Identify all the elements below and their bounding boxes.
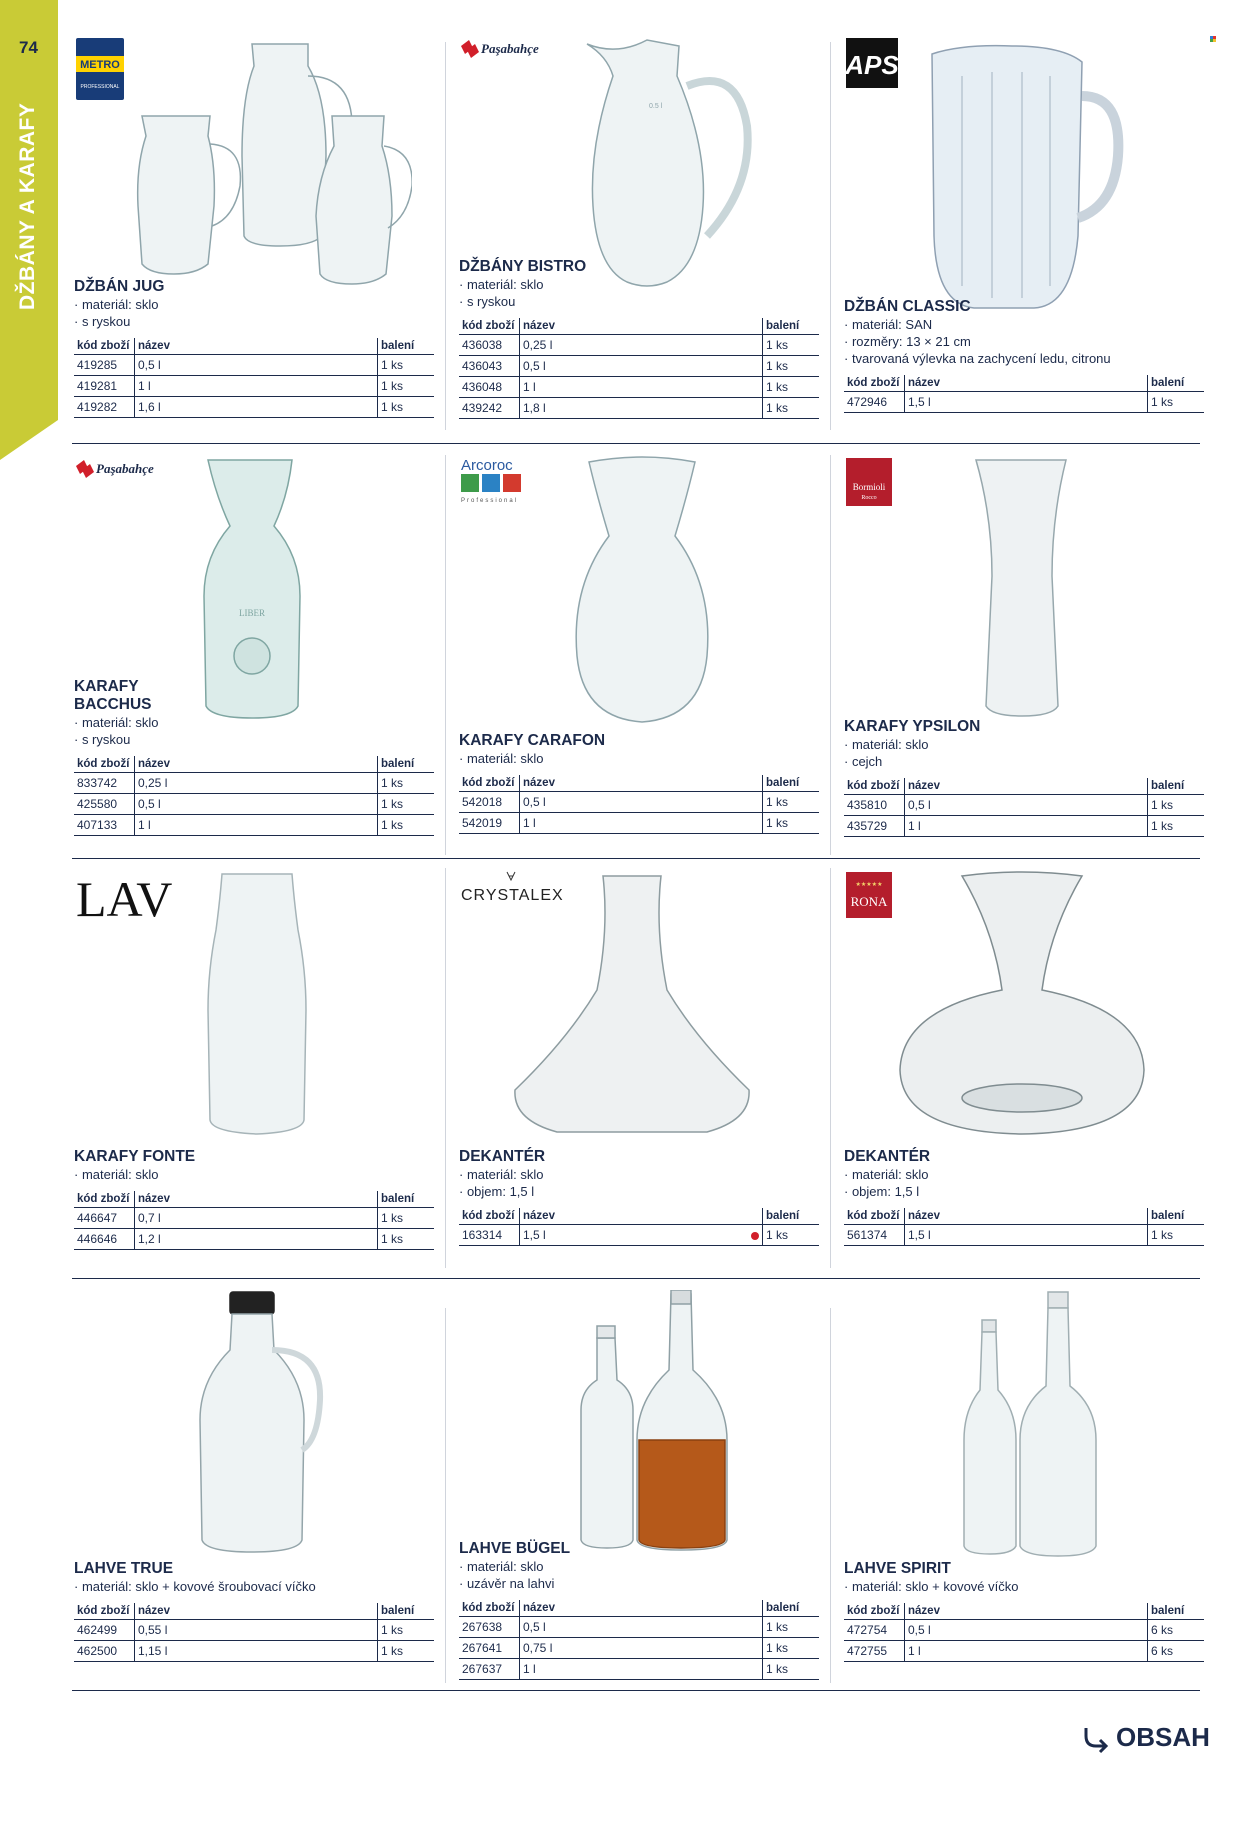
- table-cell: 1 l: [520, 813, 763, 834]
- table-row: [74, 794, 434, 815]
- product-code-table: [74, 756, 434, 836]
- table-cell: 6 ks: [1148, 1620, 1205, 1641]
- col-header-code: kód zboží: [459, 1208, 520, 1225]
- table-cell: 419282: [74, 397, 135, 418]
- product-card-karafy-fonte: [72, 870, 444, 1290]
- table-cell: 0,5 l: [520, 792, 763, 813]
- pitcher-bistro-image: [567, 36, 787, 296]
- section-sidebar: [0, 0, 58, 460]
- table-row: [844, 1620, 1204, 1641]
- product-card-dzban-classic: [842, 36, 1214, 456]
- page-number: 74: [19, 38, 38, 57]
- table-row: [459, 813, 819, 834]
- table-cell: 436038: [459, 335, 520, 356]
- col-header-name: název: [135, 1191, 378, 1208]
- rona-stars: ★★★★★: [855, 882, 883, 888]
- product-code-table: [459, 775, 819, 834]
- arcoroc-logo-name: Arcoroc: [461, 457, 513, 474]
- col-header-code: kód zboží: [844, 778, 905, 795]
- col-header-name: název: [520, 1208, 763, 1225]
- table-cell: 267638: [459, 1617, 520, 1638]
- table-row: [844, 816, 1204, 837]
- table-row: [74, 1208, 434, 1229]
- table-row: [459, 1638, 819, 1659]
- table-cell: 1 ks: [763, 335, 820, 356]
- table-cell: 436043: [459, 356, 520, 377]
- product-code-table: [844, 375, 1204, 413]
- product-code-table: [844, 1603, 1204, 1662]
- table-cell: 0,5 l: [905, 795, 1148, 816]
- product-code-table: [459, 1208, 819, 1246]
- product-feature: · materiál: sklo + kovové víčko: [844, 1579, 1019, 1594]
- table-header-row: [74, 756, 434, 773]
- product-title: KARAFY CARAFON: [459, 732, 606, 749]
- table-cell: 6 ks: [1148, 1641, 1205, 1662]
- column-divider: [830, 42, 831, 430]
- table-cell: 0,7 l: [135, 1208, 378, 1229]
- product-feature: · materiál: sklo + kovové šroubovací víčko: [74, 1579, 316, 1594]
- lav-logo-text: LAV: [76, 871, 173, 922]
- table-cell: 1 ks: [378, 1641, 435, 1662]
- product-feature: · materiál: sklo: [844, 1167, 929, 1182]
- table-row: [459, 1617, 819, 1638]
- col-header-pack: balení: [763, 775, 820, 792]
- carafe-carafon-image: [567, 456, 717, 726]
- col-header-code: kód zboží: [459, 775, 520, 792]
- col-header-name: název: [520, 318, 763, 335]
- table-header-row: [844, 375, 1204, 392]
- table-row: [844, 1641, 1204, 1662]
- rona-logo-text: RONA: [850, 894, 888, 909]
- table-header-row: [74, 1191, 434, 1208]
- metro-logo-name: METRO: [80, 59, 120, 71]
- column-divider: [445, 455, 446, 855]
- table-row: [844, 392, 1204, 413]
- column-divider: [445, 868, 446, 1268]
- table-cell: 1 ks: [763, 792, 820, 813]
- product-title: DŽBÁNY BISTRO: [459, 258, 587, 275]
- product-code-table: [74, 1191, 434, 1250]
- column-divider: [830, 455, 831, 855]
- table-cell: 0,5 l: [520, 1617, 763, 1638]
- table-cell: 0,55 l: [135, 1620, 378, 1641]
- product-feature: · tvarovaná výlevka na zachycení ledu, citronu: [844, 351, 1111, 366]
- col-header-code: kód zboží: [459, 1600, 520, 1617]
- bottle-spirit-image: [962, 1290, 1102, 1560]
- pitcher-jug-image: [112, 36, 412, 296]
- column-divider: [445, 42, 446, 430]
- product-title: KARAFY BACCHUS: [74, 678, 152, 713]
- column-divider: [830, 1308, 831, 1683]
- table-cell: 425580: [74, 794, 135, 815]
- pasabahce-logo: [74, 456, 184, 480]
- col-header-pack: balení: [763, 1600, 820, 1617]
- product-info: [74, 1560, 434, 1662]
- product-feature: · s ryskou: [74, 314, 131, 329]
- product-feature: · uzávěr na lahvi: [459, 1576, 555, 1591]
- product-card-karafy-carafon: [457, 456, 829, 876]
- czech-made-dot-icon: [751, 1232, 759, 1240]
- table-cell: 1 ks: [378, 1208, 435, 1229]
- product-feature: · objem: 1,5 l: [844, 1184, 920, 1199]
- col-header-name: název: [135, 338, 378, 355]
- table-row: [459, 398, 819, 419]
- table-cell: 1,15 l: [135, 1641, 378, 1662]
- product-title: LAHVE TRUE: [74, 1560, 174, 1577]
- col-header-pack: balení: [1148, 1208, 1205, 1225]
- product-title: DEKANTÉR: [844, 1148, 931, 1165]
- table-cell: 163314: [459, 1225, 520, 1246]
- table-cell: 561374: [844, 1225, 905, 1246]
- table-cell: 1,5 l: [520, 1225, 763, 1246]
- product-title: LAHVE SPIRIT: [844, 1560, 951, 1577]
- metro-logo-sub: PROFESSIONAL: [80, 84, 120, 90]
- product-card-lahve-spirit: [842, 1290, 1214, 1710]
- product-info: [459, 732, 819, 834]
- col-header-name: název: [905, 375, 1148, 392]
- col-header-code: kód zboží: [74, 338, 135, 355]
- crystalex-logo-text: CRYSTALEX: [461, 887, 564, 904]
- table-cell: 1 ks: [763, 1617, 820, 1638]
- table-cell: 1 ks: [763, 1659, 820, 1680]
- col-header-pack: balení: [763, 318, 820, 335]
- table-cell: 542019: [459, 813, 520, 834]
- column-divider: [445, 1308, 446, 1683]
- product-code-table: [74, 1603, 434, 1662]
- product-feature: · cejch: [844, 754, 883, 769]
- col-header-code: kód zboží: [74, 1603, 135, 1620]
- col-header-code: kód zboží: [74, 756, 135, 773]
- product-card-karafy-bacchus: [72, 456, 444, 876]
- table-cell: 1 ks: [763, 1225, 820, 1246]
- pasabahce-logo-text: Paşabahçe: [96, 461, 154, 476]
- bormioli-logo-sub: Rocco: [861, 495, 877, 501]
- col-header-code: kód zboží: [844, 375, 905, 392]
- table-header-row: [459, 318, 819, 335]
- table-cell: 1 ks: [1148, 816, 1205, 837]
- table-cell: 1,6 l: [135, 397, 378, 418]
- col-header-name: název: [905, 1208, 1148, 1225]
- table-cell: 1 ks: [763, 813, 820, 834]
- bormioli-logo: [844, 456, 894, 508]
- table-cell: 0,5 l: [135, 794, 378, 815]
- product-feature: · materiál: sklo: [459, 277, 544, 292]
- product-info: [844, 1560, 1204, 1662]
- product-card-dzban-jug: [72, 36, 444, 456]
- product-feature: · rozměry: 13 × 21 cm: [844, 334, 971, 349]
- product-feature: · materiál: sklo: [74, 297, 159, 312]
- bormioli-logo-name: Bormioli: [852, 482, 886, 492]
- product-feature: · materiál: sklo: [74, 715, 159, 730]
- product-feature: · materiál: sklo: [459, 751, 544, 766]
- decanter-crystalex-image: [507, 870, 757, 1140]
- table-cell: 0,25 l: [520, 335, 763, 356]
- table-cell: 0,5 l: [135, 355, 378, 376]
- product-title: LAHVE BÜGEL: [459, 1540, 571, 1557]
- col-header-pack: balení: [1148, 778, 1205, 795]
- table-cell: 1 ks: [763, 1638, 820, 1659]
- col-header-code: kód zboží: [459, 318, 520, 335]
- product-code-table: [74, 338, 434, 418]
- carafe-embossing: LIBER: [239, 608, 265, 618]
- table-cell: 435810: [844, 795, 905, 816]
- product-info: [74, 678, 434, 836]
- product-info: [844, 718, 1204, 837]
- product-info: [459, 258, 819, 419]
- table-cell: 1 ks: [378, 815, 435, 836]
- product-card-dekanter-rona: [842, 870, 1214, 1290]
- table-cell: 1,5 l: [905, 392, 1148, 413]
- carafe-ypsilon-image: [972, 456, 1072, 721]
- product-info: [844, 1148, 1204, 1246]
- table-row: [459, 1225, 819, 1246]
- table-cell: 1 ks: [763, 356, 820, 377]
- product-code-table: [459, 318, 819, 419]
- product-feature: · materiál: sklo: [74, 1167, 159, 1182]
- col-header-name: název: [135, 756, 378, 773]
- product-card-dzbany-bistro: [457, 36, 829, 456]
- col-header-pack: balení: [1148, 1603, 1205, 1620]
- pitcher-mark: 0.5 l: [649, 103, 663, 110]
- table-cell: 1 ks: [378, 397, 435, 418]
- table-row: [74, 376, 434, 397]
- table-cell: 436048: [459, 377, 520, 398]
- table-cell: 1,2 l: [135, 1229, 378, 1250]
- table-cell: 419285: [74, 355, 135, 376]
- table-row: [459, 335, 819, 356]
- table-cell: 1 l: [135, 376, 378, 397]
- table-cell: 407133: [74, 815, 135, 836]
- product-code-table: [844, 778, 1204, 837]
- table-cell: 472755: [844, 1641, 905, 1662]
- col-header-code: kód zboží: [74, 1191, 135, 1208]
- product-info: [74, 278, 434, 418]
- product-feature: · s ryskou: [459, 294, 516, 309]
- table-cell: 542018: [459, 792, 520, 813]
- col-header-pack: balení: [378, 338, 435, 355]
- product-card-dekanter-crystalex: [457, 870, 829, 1290]
- table-row: [459, 377, 819, 398]
- table-cell: 446647: [74, 1208, 135, 1229]
- table-row: [844, 795, 1204, 816]
- product-title: DŽBÁN JUG: [74, 278, 165, 295]
- table-row: [844, 1225, 1204, 1246]
- table-cell: 0,25 l: [135, 773, 378, 794]
- table-cell: 1 l: [905, 1641, 1148, 1662]
- table-cell: 1 ks: [1148, 795, 1205, 816]
- table-row: [74, 773, 434, 794]
- product-info: [74, 1148, 434, 1250]
- table-row: [459, 356, 819, 377]
- table-cell: 439242: [459, 398, 520, 419]
- pitcher-classic-image: [922, 36, 1142, 316]
- col-header-code: kód zboží: [844, 1208, 905, 1225]
- col-header-pack: balení: [1148, 375, 1205, 392]
- arcoroc-logo-sub: Professional: [461, 498, 519, 504]
- col-header-name: název: [135, 1603, 378, 1620]
- arrow-return-icon: [1082, 1724, 1112, 1754]
- product-title: DEKANTÉR: [459, 1148, 546, 1165]
- table-cell: 1 l: [520, 1659, 763, 1680]
- table-cell: 1 ks: [1148, 1225, 1205, 1246]
- table-row: [74, 1641, 434, 1662]
- table-cell: 472754: [844, 1620, 905, 1641]
- col-header-pack: balení: [378, 1603, 435, 1620]
- table-cell: 1 ks: [378, 376, 435, 397]
- table-cell: 1,5 l: [905, 1225, 1148, 1246]
- col-header-pack: balení: [378, 1191, 435, 1208]
- table-row: [74, 355, 434, 376]
- table-cell: 1 ks: [378, 1229, 435, 1250]
- col-header-name: název: [905, 778, 1148, 795]
- table-header-row: [844, 1603, 1204, 1620]
- table-row: [459, 1659, 819, 1680]
- table-cell: 267637: [459, 1659, 520, 1680]
- product-feature: · s ryskou: [74, 732, 131, 747]
- table-cell: 1 ks: [378, 794, 435, 815]
- product-feature: · materiál: SAN: [844, 317, 933, 332]
- table-header-row: [459, 775, 819, 792]
- table-cell: 446646: [74, 1229, 135, 1250]
- column-divider: [830, 868, 831, 1268]
- table-cell: 267641: [459, 1638, 520, 1659]
- aps-logo: [844, 36, 900, 92]
- bottle-true-image: [192, 1290, 342, 1560]
- product-card-karafy-ypsilon: [842, 456, 1214, 876]
- table-cell: 0,5 l: [905, 1620, 1148, 1641]
- col-header-name: název: [520, 1600, 763, 1617]
- table-header-row: [844, 778, 1204, 795]
- table-cell: 1 l: [135, 815, 378, 836]
- table-cell: 1 ks: [1148, 392, 1205, 413]
- table-cell: 0,75 l: [520, 1638, 763, 1659]
- table-row: [74, 1620, 434, 1641]
- arcoroc-logo: [459, 456, 539, 506]
- carafe-fonte-image: [202, 870, 312, 1140]
- section-title: DŽBÁNY A KARAFY: [16, 102, 39, 310]
- product-title: KARAFY YPSILON: [844, 718, 981, 735]
- table-cell: 1,8 l: [520, 398, 763, 419]
- table-cell: 1 l: [905, 816, 1148, 837]
- table-cell: 462499: [74, 1620, 135, 1641]
- product-info: [459, 1148, 819, 1246]
- table-cell: 1 l: [520, 377, 763, 398]
- table-row: [459, 792, 819, 813]
- table-cell: 472946: [844, 392, 905, 413]
- table-cell: 1 ks: [378, 1620, 435, 1641]
- table-row: [74, 397, 434, 418]
- col-header-code: kód zboží: [844, 1603, 905, 1620]
- table-header-row: [74, 1603, 434, 1620]
- table-row: [74, 1229, 434, 1250]
- table-cell: 435729: [844, 816, 905, 837]
- product-feature: · materiál: sklo: [459, 1559, 544, 1574]
- aps-logo-text: APS: [845, 50, 899, 80]
- rona-logo: [844, 870, 894, 920]
- table-cell: 419281: [74, 376, 135, 397]
- product-code-table: [844, 1208, 1204, 1246]
- col-header-name: název: [520, 775, 763, 792]
- table-cell: 1 ks: [378, 773, 435, 794]
- table-cell: 462500: [74, 1641, 135, 1662]
- table-header-row: [74, 338, 434, 355]
- product-card-lahve-bugel: [457, 1290, 829, 1710]
- product-title: KARAFY FONTE: [74, 1148, 196, 1165]
- product-feature: · materiál: sklo: [459, 1167, 544, 1182]
- product-feature: · materiál: sklo: [844, 737, 929, 752]
- bottle-bugel-image: [577, 1290, 757, 1552]
- product-info: [844, 298, 1204, 413]
- table-header-row: [459, 1208, 819, 1225]
- decanter-rona-image: [892, 870, 1152, 1140]
- pasabahce-logo-text: Paşabahçe: [481, 41, 539, 56]
- table-header-row: [459, 1600, 819, 1617]
- col-header-name: název: [905, 1603, 1148, 1620]
- table-cell: 0,5 l: [520, 356, 763, 377]
- table-header-row: [844, 1208, 1204, 1225]
- product-card-lahve-true: [72, 1290, 444, 1710]
- product-code-table: [459, 1600, 819, 1680]
- product-info: [459, 1540, 819, 1680]
- col-header-pack: balení: [763, 1208, 820, 1225]
- product-feature: · objem: 1,5 l: [459, 1184, 535, 1199]
- product-title: DŽBÁN CLASSIC: [844, 298, 971, 315]
- pasabahce-logo: [459, 36, 569, 60]
- table-row: [74, 815, 434, 836]
- contents-link[interactable]: [1082, 1722, 1210, 1754]
- table-cell: 1 ks: [378, 355, 435, 376]
- table-cell: 1 ks: [763, 377, 820, 398]
- lav-logo: [74, 870, 184, 922]
- col-header-pack: balení: [378, 756, 435, 773]
- table-cell: 833742: [74, 773, 135, 794]
- contents-link-label: OBSAH: [1116, 1722, 1210, 1752]
- table-cell: 1 ks: [763, 398, 820, 419]
